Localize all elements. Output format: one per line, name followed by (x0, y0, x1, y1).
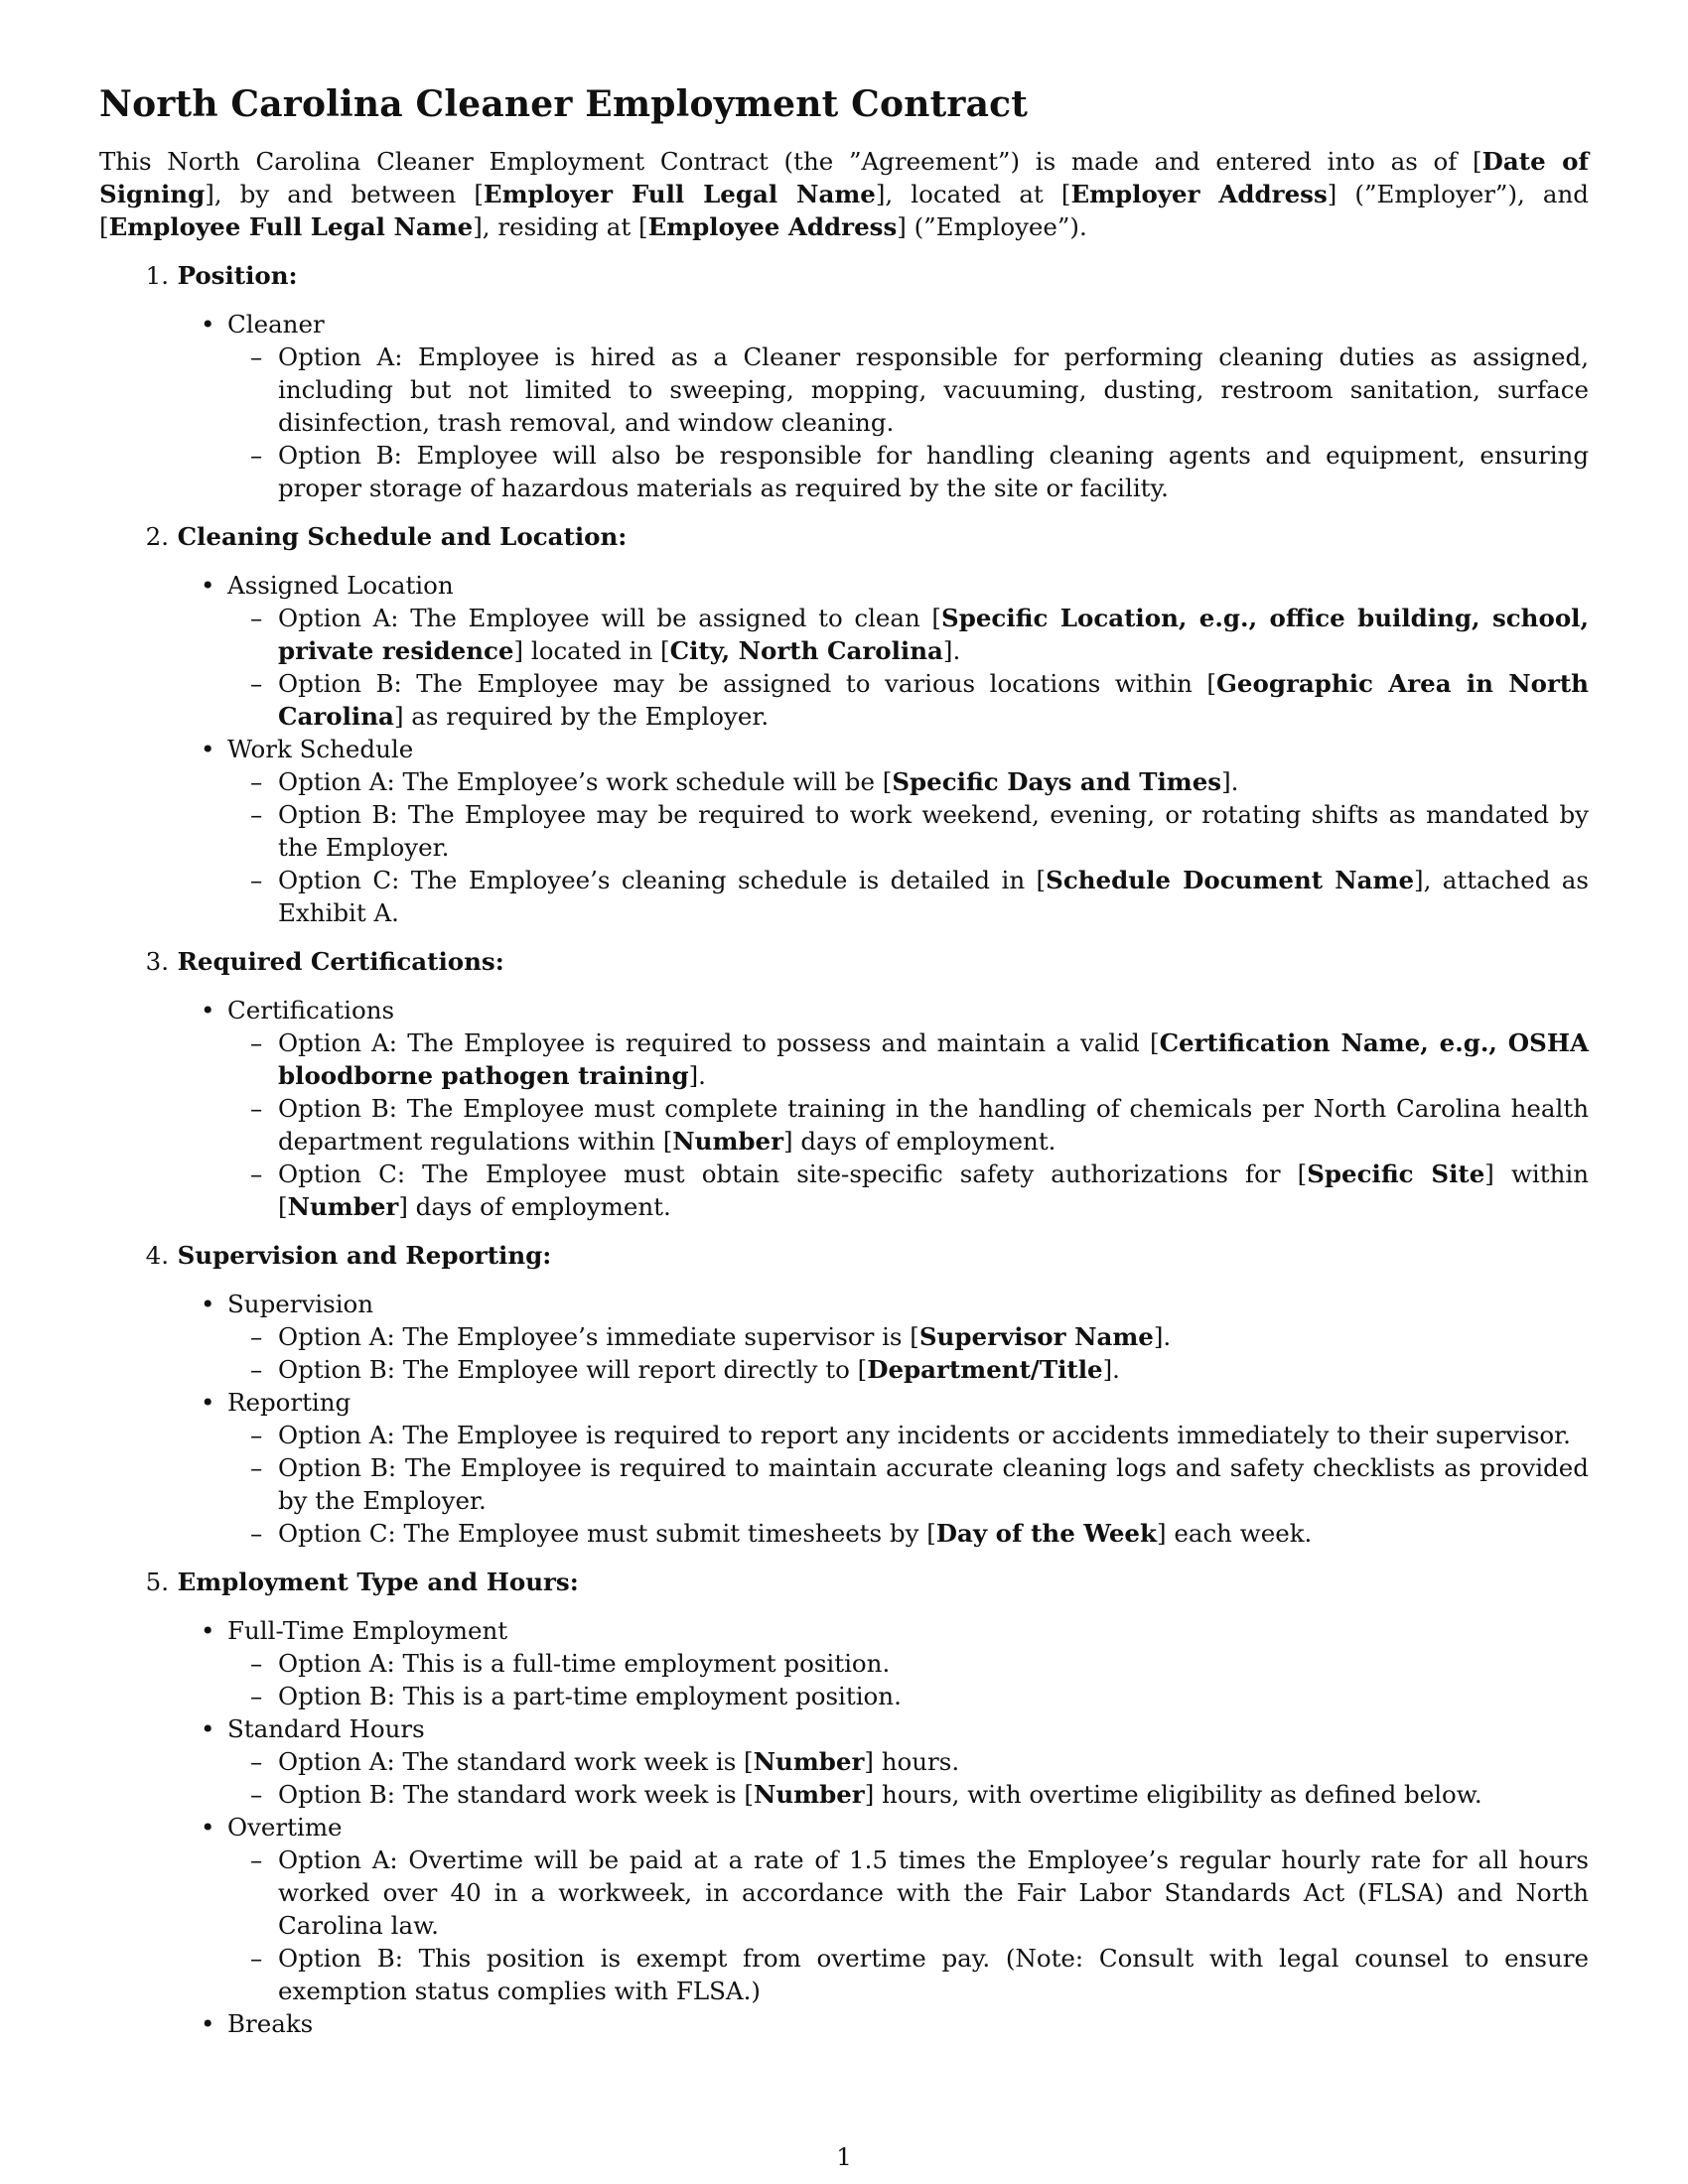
dash-icon: – (250, 1649, 263, 1678)
placeholder-field: Specific Site (1307, 1160, 1485, 1188)
bullet-item (99, 733, 1589, 765)
document-page (99, 83, 1589, 2056)
text-run: ] located in [ (513, 636, 670, 665)
text-run: Option A: The Employee will be assigned to clean [ (278, 604, 941, 632)
option-text (278, 1845, 1589, 1940)
bullet-icon: • (201, 571, 215, 600)
section (99, 945, 1589, 1223)
text-run: Option B: This is a part-time employment position. (278, 1682, 902, 1710)
section-number: 3. (145, 947, 169, 976)
option-item (99, 1778, 1589, 1811)
text-run: ]. (1221, 767, 1239, 796)
section-title: Employment Type and Hours: (177, 1568, 579, 1596)
section-number: 5. (145, 1568, 169, 1596)
option-text (278, 1028, 1589, 1090)
dash-icon: – (250, 1028, 263, 1057)
bullet-item (99, 1811, 1589, 1843)
option-item (99, 439, 1589, 504)
text-run: ], by and between [ (205, 180, 484, 208)
dash-icon: – (250, 1944, 263, 1973)
bullet-label: Full-Time Employment (227, 1616, 508, 1645)
option-item (99, 1942, 1589, 2007)
text-run: Option A: This is a full-time employment position. (278, 1649, 891, 1678)
dash-icon: – (250, 1682, 263, 1710)
bullet-item (99, 994, 1589, 1026)
text-run: ], located at [ (875, 180, 1071, 208)
text-run: Option A: The Employee’s immediate supervisor is [ (278, 1322, 919, 1351)
section-title: Position: (177, 261, 298, 290)
option-text (278, 1780, 1482, 1809)
dash-icon: – (250, 767, 263, 796)
text-run: Option A: The Employee is required to possess and maintain a valid [ (278, 1028, 1160, 1057)
bullet-label: Cleaner (227, 310, 325, 339)
placeholder-field: Number (753, 1780, 865, 1809)
option-text (278, 1355, 1120, 1384)
placeholder-field: Employer Address (1070, 180, 1328, 208)
text-run: ] days of employment. (783, 1127, 1056, 1156)
text-run: Option B: The standard work week is [ (278, 1780, 754, 1809)
text-run: Option C: The Employee must obtain site-specific safety authorizations for [ (278, 1160, 1308, 1188)
option-item (99, 1843, 1589, 1942)
option-text (278, 1453, 1589, 1515)
text-run: ]. (1102, 1355, 1120, 1384)
dash-icon: – (250, 1780, 263, 1809)
bullet-label: Standard Hours (227, 1714, 425, 1743)
intro-paragraph (99, 145, 1589, 243)
option-item (99, 341, 1589, 439)
section-heading (99, 1239, 1589, 1272)
bullet-label: Certifications (227, 996, 395, 1024)
section-number: 2. (145, 522, 169, 551)
option-text (278, 1649, 890, 1678)
option-text (278, 1682, 902, 1710)
dash-icon: – (250, 1845, 263, 1874)
section-title: Supervision and Reporting: (177, 1241, 552, 1270)
option-text (278, 1519, 1312, 1548)
dash-icon: – (250, 1519, 263, 1548)
text-run: Option C: The Employee’s cleaning schedule is detailed in [ (278, 866, 1047, 894)
text-run: Option A: Employee is hired as a Cleaner responsible for performing cleaning duties as assigned, including but not limited to sweeping, mopping, vacuuming, dusting, restroom sanitation, surface disinfection, trash removal, and window cleaning. (278, 342, 1589, 437)
text-run: ]. (1153, 1322, 1172, 1351)
bullet-icon: • (201, 1813, 215, 1842)
text-run: ] hours. (864, 1747, 960, 1776)
placeholder-field: Employee Full Legal Name (108, 212, 474, 241)
dash-icon: – (250, 1160, 263, 1188)
option-item (99, 1680, 1589, 1712)
bullet-icon: • (201, 1388, 215, 1417)
text-run: ] within [ (278, 1160, 1589, 1221)
text-run: ] (”Employee”). (897, 212, 1087, 241)
option-text (278, 669, 1589, 731)
option-item (99, 798, 1589, 864)
dash-icon: – (250, 1453, 263, 1482)
placeholder-field: Date of Signing (99, 147, 1589, 208)
bullet-icon: • (201, 996, 215, 1024)
option-text (278, 1094, 1589, 1156)
text-run: ] each week. (1157, 1519, 1313, 1548)
bullet-label: Breaks (227, 2009, 314, 2038)
placeholder-field: Schedule Document Name (1046, 866, 1415, 894)
section (99, 259, 1589, 504)
text-run: Option B: The Employee is required to maintain accurate cleaning logs and safety checklists as provided by the Employer. (278, 1453, 1589, 1515)
section-heading (99, 520, 1589, 553)
text-run: Option B: The Employee must complete training in the handling of chemicals per North Carolina health department regulations within [ (278, 1094, 1589, 1156)
option-item (99, 765, 1589, 798)
option-item (99, 667, 1589, 733)
dash-icon: – (250, 342, 263, 371)
section-title: Required Certifications: (177, 947, 504, 976)
bullet-item (99, 1288, 1589, 1320)
option-item (99, 1517, 1589, 1550)
text-run: ]. (688, 1061, 706, 1090)
dash-icon: – (250, 1094, 263, 1123)
option-item (99, 1092, 1589, 1158)
option-text (278, 1747, 959, 1776)
text-run: ]. (942, 636, 961, 665)
option-text (278, 1160, 1589, 1221)
dash-icon: – (250, 1322, 263, 1351)
placeholder-field: City, North Carolina (669, 636, 943, 665)
section-items (99, 569, 1589, 929)
text-run: Option B: The Employee may be assigned to various locations within [ (278, 669, 1216, 698)
dash-icon: – (250, 1355, 263, 1384)
text-run: Option A: The standard work week is [ (278, 1747, 754, 1776)
section-title: Cleaning Schedule and Location: (177, 522, 628, 551)
dash-icon: – (250, 866, 263, 894)
option-text (278, 767, 1238, 796)
placeholder-field: Certification Name, e.g., OSHA bloodborne pathogen training (278, 1028, 1589, 1090)
option-item (99, 1647, 1589, 1680)
bullet-icon: • (201, 2009, 215, 2038)
option-text (278, 1322, 1171, 1351)
option-item (99, 1320, 1589, 1353)
section-heading (99, 1566, 1589, 1598)
option-text (278, 800, 1589, 862)
section-heading (99, 259, 1589, 292)
placeholder-field: Supervisor Name (918, 1322, 1154, 1351)
text-run: ] as required by the Employer. (393, 702, 770, 731)
placeholder-field: Employer Full Legal Name (483, 180, 876, 208)
text-run: ], attached as Exhibit A. (278, 866, 1589, 927)
bullet-item (99, 308, 1589, 341)
page-number: 1 (836, 2142, 852, 2171)
section-items (99, 1614, 1589, 2040)
section-items (99, 308, 1589, 504)
text-run: Option B: The Employee may be required to work weekend, evening, or rotating shifts as mandated by the Employer. (278, 800, 1589, 862)
option-item (99, 1353, 1589, 1386)
option-text (278, 342, 1589, 437)
text-run: ] days of employment. (398, 1192, 671, 1221)
text-run: Option A: The Employee is required to report any incidents or accidents immediately to their supervisor. (278, 1421, 1571, 1449)
section-items (99, 1288, 1589, 1550)
bullet-item (99, 1614, 1589, 1647)
placeholder-field: Geographic Area in North Carolina (278, 669, 1589, 731)
section-number: 4. (145, 1241, 169, 1270)
option-text (278, 1944, 1589, 2005)
bullet-item (99, 1386, 1589, 1419)
text-run: ] (”Employer”), and [ (99, 180, 1589, 241)
option-item (99, 602, 1589, 667)
document-title: North Carolina Cleaner Employment Contract (99, 83, 1029, 125)
dash-icon: – (250, 669, 263, 698)
option-text (278, 604, 1589, 665)
option-text (278, 441, 1589, 502)
bullet-item (99, 569, 1589, 602)
bullet-icon: • (201, 1290, 215, 1318)
section-number: 1. (145, 261, 169, 290)
placeholder-field: Number (287, 1192, 399, 1221)
placeholder-field: Specific Days and Times (892, 767, 1222, 796)
placeholder-field: Day of the Week (935, 1519, 1157, 1548)
placeholder-field: Department/Title (867, 1355, 1103, 1384)
text-run: Option C: The Employee must submit timesheets by [ (278, 1519, 936, 1548)
section (99, 1239, 1589, 1550)
text-run: Option B: This position is exempt from overtime pay. (Note: Consult with legal counsel to ensure exemption status complies with FLSA.) (278, 1944, 1589, 2005)
dash-icon: – (250, 1747, 263, 1776)
placeholder-field: Number (753, 1747, 865, 1776)
text-run: Option A: Overtime will be paid at a rate of 1.5 times the Employee’s regular hourly rate for all hours worked over 40 in a workweek, in accordance with the Fair Labor Standards Act (FLSA) and North Carolina law. (278, 1845, 1589, 1940)
option-item (99, 864, 1589, 929)
text-run: Option B: Employee will also be responsible for handling cleaning agents and equipment, ensuring proper storage of hazardous materials as required by the site or facility. (278, 441, 1589, 502)
bullet-icon: • (201, 310, 215, 339)
dash-icon: – (250, 604, 263, 632)
option-item (99, 1419, 1589, 1451)
bullet-icon: • (201, 735, 215, 763)
text-run: Option A: The Employee’s work schedule will be [ (278, 767, 893, 796)
option-text (278, 866, 1589, 927)
text-run: ], residing at [ (473, 212, 648, 241)
section (99, 1566, 1589, 2040)
bullet-item (99, 1712, 1589, 1745)
sections-list (99, 259, 1589, 2040)
bullet-icon: • (201, 1616, 215, 1645)
bullet-label: Supervision (227, 1290, 374, 1318)
text-run: Option B: The Employee will report directly to [ (278, 1355, 868, 1384)
option-item (99, 1026, 1589, 1092)
dash-icon: – (250, 800, 263, 829)
option-item (99, 1158, 1589, 1223)
option-item (99, 1451, 1589, 1517)
section (99, 520, 1589, 929)
text-run: ] hours, with overtime eligibility as defined below. (864, 1780, 1482, 1809)
bullet-label: Assigned Location (227, 571, 454, 600)
placeholder-field: Employee Address (647, 212, 898, 241)
section-items (99, 994, 1589, 1223)
section-heading (99, 945, 1589, 978)
text-run: This North Carolina Cleaner Employment Contract (the ”Agreement”) is made and entered into as of [ (99, 147, 1482, 176)
bullet-label: Reporting (227, 1388, 352, 1417)
bullet-label: Work Schedule (227, 735, 414, 763)
bullet-icon: • (201, 1714, 215, 1743)
bullet-label: Overtime (227, 1813, 343, 1842)
option-text (278, 1421, 1571, 1449)
dash-icon: – (250, 1421, 263, 1449)
placeholder-field: Number (672, 1127, 784, 1156)
dash-icon: – (250, 441, 263, 470)
bullet-item (99, 2007, 1589, 2040)
placeholder-field: Specific Location, e.g., office building, school, private residence (278, 604, 1590, 665)
option-item (99, 1745, 1589, 1778)
